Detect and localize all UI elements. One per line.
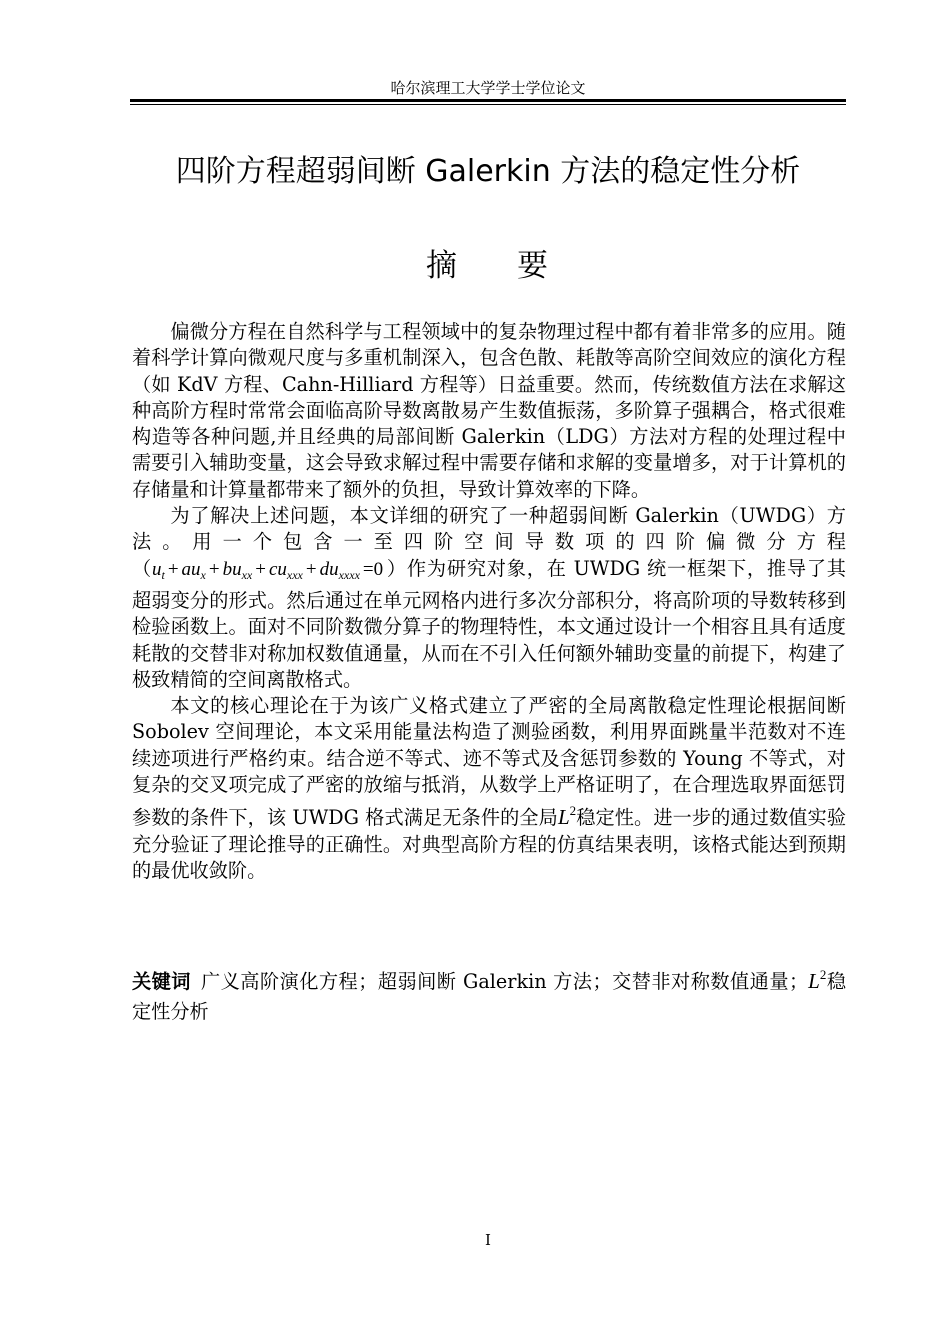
keywords-text-after: 稳定性分析 [132, 970, 847, 1023]
keywords [132, 960, 846, 1027]
paragraph-3-text-before: 本文的核心理论在于为该广义格式建立了严密的全局离散稳定性理论根据间断 Sobolev 空间理论，本文采用能量法构造了测验函数，利用界面跳量半范数对不连续迹项进行严格约束。结合逆不等式、迹不等式及含惩罚参数的 Young 不等式，对复杂的交叉项完成了严密的放缩与抵消，从数学上严格证明了，在合理选取界面惩罚参数的条件下，该 UWDG 格式满足无条件的全局 [132, 694, 846, 830]
l2-norm-symbol: $L^2$ [557, 803, 577, 830]
abstract-paragraph-1: 偏微分方程在自然科学与工程领域中的复杂物理过程中都有着非常多的应用。随着科学计算向微观尺度与多重机制深入，包含色散、耗散等高阶空间效应的演化方程（如 KdV 方程、Cahn-Hilliard 方程等）日益重要。然而，传统数值方法在求解这种高阶方程时常常会面临高阶导数离散易产生数值振荡，多阶算子强耦合，格式很难构造等各种问题,并且经典的局部间断 Galerkin（LDG）方法对方程的处理过程中需要引入辅助变量，这会导致求解过程中需要存储和求解的变量增多，对于计算机的存储量和计算量都带来了额外的负担，导致计算效率的下降。 [132, 320, 846, 501]
abstract-paragraph-2 [132, 503, 846, 693]
header-rule-thick [130, 99, 846, 102]
paragraph-2-text-after: ）作为研究对象，在 UWDG 统一框架下，推导了其超弱变分的形式。然后通过在单元网格内进行多次分部积分，将高阶项的导数转移到检验函数上。面对不同阶数微分算子的物理特性，本文通过设计一个相容且具有适度耗散的交替非对称加权数值通量，从而在不引入任何额外辅助变量的前提下，构建了极致精简的空间离散格式。 [132, 556, 846, 691]
pde-formula: $u_t + au_x + bu_{xx} + cu_{xxx} + du_{xxxx} =0$ [151, 558, 384, 582]
abstract-heading-char-2: 要 [517, 248, 550, 284]
keywords-label: 关键词 [132, 970, 191, 993]
page-number: I [485, 1231, 491, 1249]
keywords-text-before: 广义高阶演化方程；超弱间断 Galerkin 方法；交替非对称数值通量； [200, 970, 809, 993]
l2-norm-symbol-keywords: $L^2$ [808, 967, 827, 993]
abstract-heading-char-1: 摘 [426, 248, 459, 284]
abstract-heading [130, 244, 846, 288]
abstract-paragraph-3 [132, 693, 846, 884]
header-rule-thin [130, 104, 846, 105]
abstract-body [132, 319, 846, 884]
paragraph-2-text-before: 为了解决上述问题，本文详细的研究了一种超弱间断 Galerkin（UWDG）方法。用一个包含一至四阶空间导数项的四阶偏微分方程（ [132, 504, 846, 580]
thesis-title: 四阶方程超弱间断 Galerkin 方法的稳定性分析 [175, 154, 801, 189]
running-header: 哈尔滨理工大学学士学位论文 [390, 79, 586, 97]
paragraph-3-text-after: 稳定性。进一步的通过数值实验充分验证了理论推导的正确性。对典型高阶方程的仿真结果表明，该格式能达到预期的最优收敛阶。 [132, 806, 847, 882]
